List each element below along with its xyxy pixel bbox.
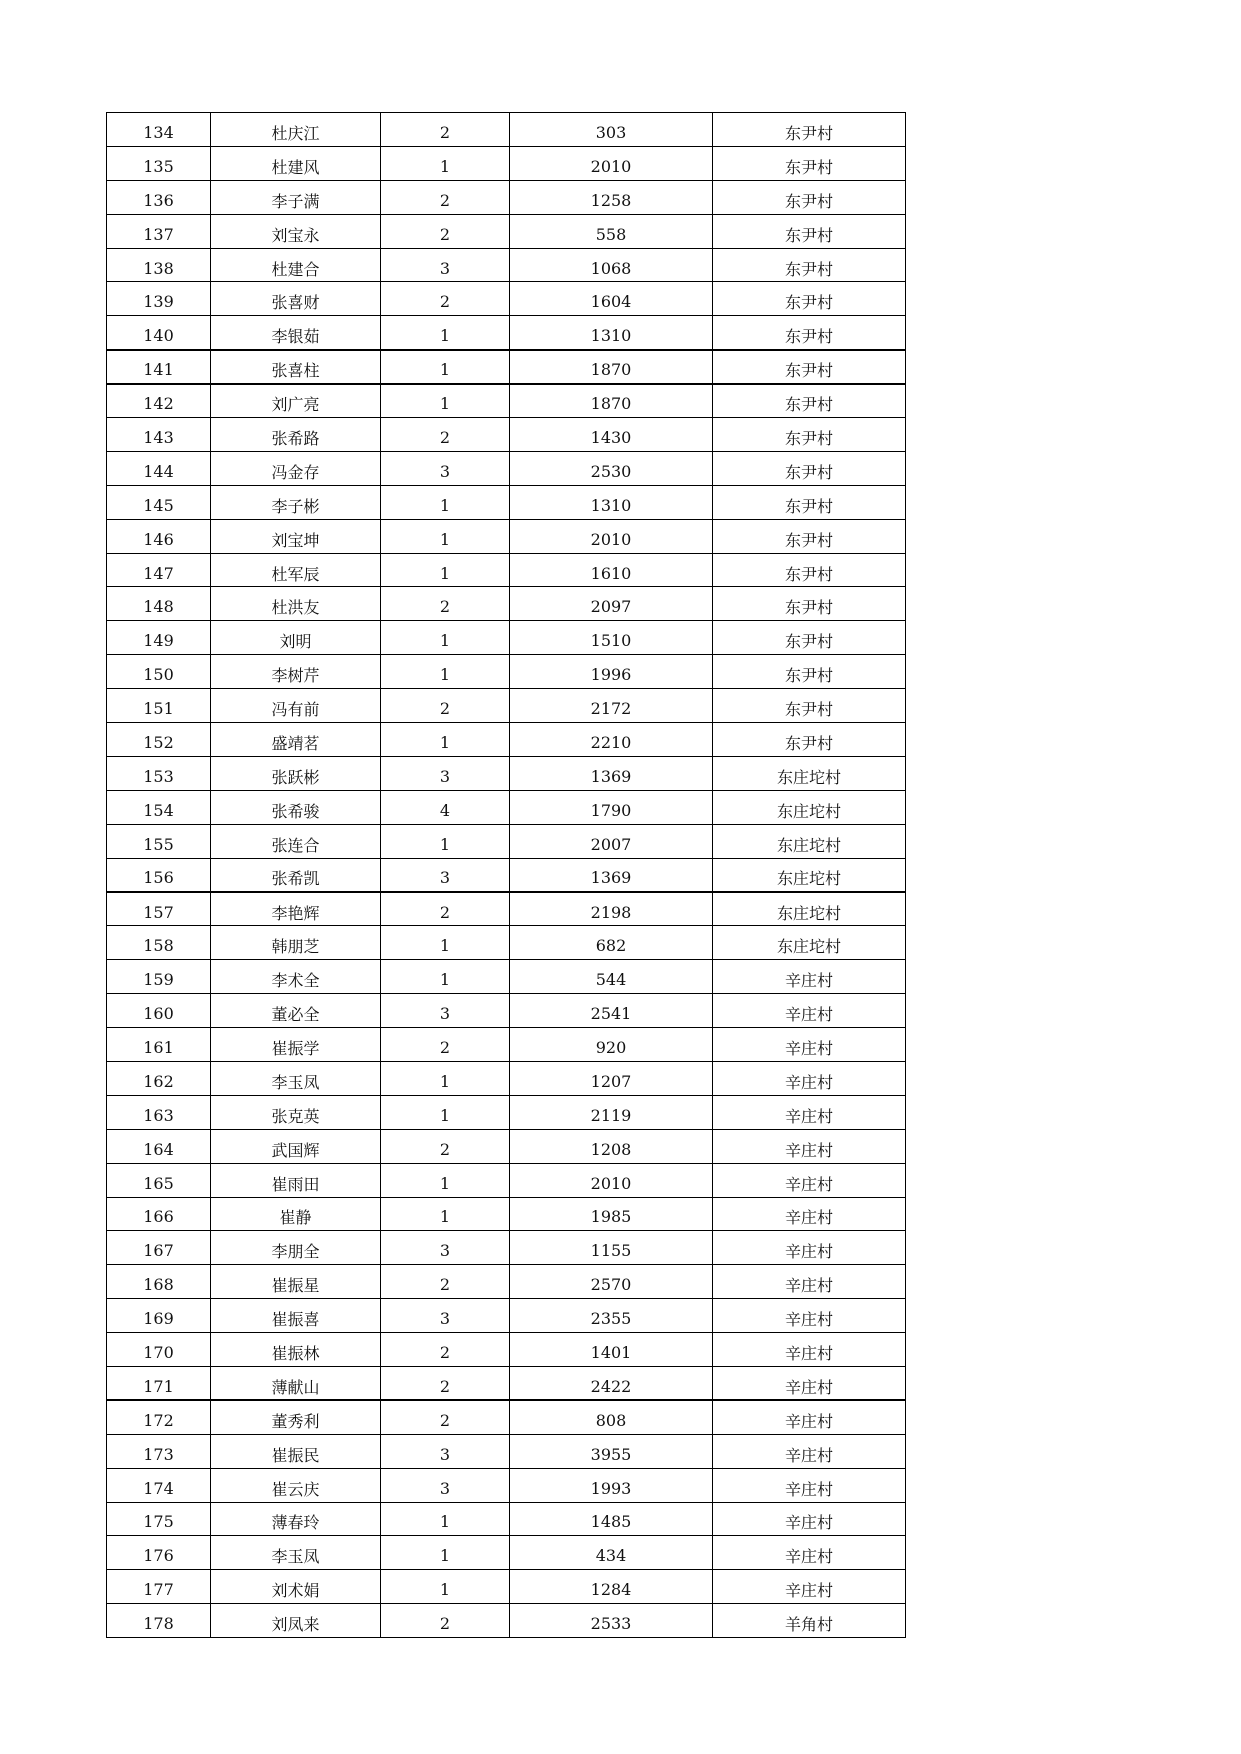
- village-cell: 辛庄村: [713, 1434, 906, 1468]
- village-cell: 辛庄村: [713, 1231, 906, 1265]
- table-row: [107, 960, 906, 994]
- table-row: [107, 1028, 906, 1062]
- village-cell: 辛庄村: [713, 1163, 906, 1197]
- row-number-cell: 146: [107, 519, 211, 553]
- row-number-cell: 155: [107, 824, 211, 858]
- village-cell: 东尹村: [713, 180, 906, 214]
- row-number-cell: 168: [107, 1265, 211, 1299]
- count-cell: 1: [381, 1502, 510, 1536]
- count-cell: 1: [381, 146, 510, 180]
- row-number-cell: 166: [107, 1197, 211, 1231]
- table-row: [107, 1536, 906, 1570]
- name-cell: 李玉凤: [211, 1536, 381, 1570]
- row-number-cell: 165: [107, 1163, 211, 1197]
- village-cell: 东尹村: [713, 689, 906, 723]
- name-cell: 刘明: [211, 621, 381, 655]
- table-row: [107, 384, 906, 418]
- count-cell: 3: [381, 1231, 510, 1265]
- count-cell: 3: [381, 451, 510, 485]
- row-number-cell: 154: [107, 790, 211, 824]
- amount-cell: 1207: [510, 1061, 713, 1095]
- table-row: [107, 1400, 906, 1434]
- name-cell: 崔振学: [211, 1028, 381, 1062]
- village-cell: 东尹村: [713, 451, 906, 485]
- row-number-cell: 174: [107, 1468, 211, 1502]
- amount-cell: 1310: [510, 316, 713, 350]
- village-cell: 辛庄村: [713, 1502, 906, 1536]
- name-cell: 李玉凤: [211, 1061, 381, 1095]
- amount-cell: 303: [510, 113, 713, 147]
- village-cell: 辛庄村: [713, 1536, 906, 1570]
- amount-cell: 1993: [510, 1468, 713, 1502]
- village-cell: 东尹村: [713, 214, 906, 248]
- village-cell: 东庄坨村: [713, 824, 906, 858]
- village-cell: 东尹村: [713, 485, 906, 519]
- count-cell: 1: [381, 519, 510, 553]
- village-cell: 东庄坨村: [713, 790, 906, 824]
- row-number-cell: 135: [107, 146, 211, 180]
- count-cell: 2: [381, 418, 510, 452]
- count-cell: 2: [381, 1333, 510, 1367]
- name-cell: 刘术娟: [211, 1570, 381, 1604]
- count-cell: 2: [381, 1604, 510, 1638]
- table-row: [107, 858, 906, 892]
- count-cell: 2: [381, 1400, 510, 1434]
- count-cell: 1: [381, 1061, 510, 1095]
- name-cell: 刘宝坤: [211, 519, 381, 553]
- amount-cell: 2010: [510, 146, 713, 180]
- table-row: [107, 994, 906, 1028]
- name-cell: 李术全: [211, 960, 381, 994]
- table-row: [107, 418, 906, 452]
- village-cell: 东尹村: [713, 146, 906, 180]
- row-number-cell: 147: [107, 553, 211, 587]
- village-cell: 东尹村: [713, 621, 906, 655]
- village-cell: 辛庄村: [713, 1468, 906, 1502]
- name-cell: 杜建风: [211, 146, 381, 180]
- row-number-cell: 138: [107, 248, 211, 282]
- count-cell: 3: [381, 1468, 510, 1502]
- table-row: [107, 1366, 906, 1400]
- name-cell: 崔云庆: [211, 1468, 381, 1502]
- village-cell: 辛庄村: [713, 1197, 906, 1231]
- village-cell: 辛庄村: [713, 1061, 906, 1095]
- count-cell: 2: [381, 1028, 510, 1062]
- row-number-cell: 161: [107, 1028, 211, 1062]
- row-number-cell: 157: [107, 892, 211, 926]
- count-cell: 2: [381, 587, 510, 621]
- count-cell: 3: [381, 248, 510, 282]
- row-number-cell: 143: [107, 418, 211, 452]
- row-number-cell: 171: [107, 1366, 211, 1400]
- village-cell: 辛庄村: [713, 1366, 906, 1400]
- village-cell: 东庄坨村: [713, 756, 906, 790]
- table-row: [107, 1604, 906, 1638]
- name-cell: 盛靖茗: [211, 723, 381, 757]
- row-number-cell: 153: [107, 756, 211, 790]
- amount-cell: 1258: [510, 180, 713, 214]
- village-cell: 辛庄村: [713, 1129, 906, 1163]
- amount-cell: 1369: [510, 756, 713, 790]
- row-number-cell: 160: [107, 994, 211, 1028]
- name-cell: 李银茹: [211, 316, 381, 350]
- row-number-cell: 152: [107, 723, 211, 757]
- count-cell: 2: [381, 1129, 510, 1163]
- amount-cell: 1485: [510, 1502, 713, 1536]
- table-row: [107, 824, 906, 858]
- row-number-cell: 145: [107, 485, 211, 519]
- name-cell: 董秀利: [211, 1400, 381, 1434]
- row-number-cell: 167: [107, 1231, 211, 1265]
- name-cell: 崔雨田: [211, 1163, 381, 1197]
- village-cell: 辛庄村: [713, 1299, 906, 1333]
- row-number-cell: 169: [107, 1299, 211, 1333]
- village-cell: 东尹村: [713, 248, 906, 282]
- row-number-cell: 156: [107, 858, 211, 892]
- row-number-cell: 139: [107, 282, 211, 316]
- amount-cell: 2570: [510, 1265, 713, 1299]
- amount-cell: 1068: [510, 248, 713, 282]
- amount-cell: 2530: [510, 451, 713, 485]
- count-cell: 1: [381, 1570, 510, 1604]
- village-cell: 东尹村: [713, 316, 906, 350]
- count-cell: 2: [381, 180, 510, 214]
- village-cell: 东尹村: [713, 384, 906, 418]
- village-cell: 辛庄村: [713, 1333, 906, 1367]
- village-cell: 东尹村: [713, 553, 906, 587]
- count-cell: 1: [381, 1163, 510, 1197]
- row-number-cell: 148: [107, 587, 211, 621]
- village-cell: 东尹村: [713, 655, 906, 689]
- table-row: [107, 1570, 906, 1604]
- table-row: [107, 1231, 906, 1265]
- row-number-cell: 134: [107, 113, 211, 147]
- row-number-cell: 173: [107, 1434, 211, 1468]
- amount-cell: 1985: [510, 1197, 713, 1231]
- amount-cell: 434: [510, 1536, 713, 1570]
- table-row: [107, 723, 906, 757]
- name-cell: 崔振星: [211, 1265, 381, 1299]
- count-cell: 3: [381, 756, 510, 790]
- table-row: [107, 350, 906, 384]
- name-cell: 杜建合: [211, 248, 381, 282]
- table-row: [107, 621, 906, 655]
- name-cell: 董必全: [211, 994, 381, 1028]
- name-cell: 李子满: [211, 180, 381, 214]
- count-cell: 2: [381, 1366, 510, 1400]
- table-row: [107, 553, 906, 587]
- name-cell: 张喜柱: [211, 350, 381, 384]
- village-cell: 辛庄村: [713, 1095, 906, 1129]
- name-cell: 武国辉: [211, 1129, 381, 1163]
- name-cell: 刘宝永: [211, 214, 381, 248]
- village-cell: 东尹村: [713, 587, 906, 621]
- village-cell: 辛庄村: [713, 1400, 906, 1434]
- table-row: [107, 1129, 906, 1163]
- table-row: [107, 1299, 906, 1333]
- name-cell: 张克英: [211, 1095, 381, 1129]
- table-row: [107, 282, 906, 316]
- amount-cell: 2422: [510, 1366, 713, 1400]
- row-number-cell: 141: [107, 350, 211, 384]
- row-number-cell: 137: [107, 214, 211, 248]
- row-number-cell: 170: [107, 1333, 211, 1367]
- table-row: [107, 655, 906, 689]
- table-row: [107, 1197, 906, 1231]
- village-cell: 辛庄村: [713, 1028, 906, 1062]
- village-cell: 辛庄村: [713, 994, 906, 1028]
- village-cell: 东尹村: [713, 113, 906, 147]
- amount-cell: 1369: [510, 858, 713, 892]
- amount-cell: 2541: [510, 994, 713, 1028]
- amount-cell: 2172: [510, 689, 713, 723]
- row-number-cell: 178: [107, 1604, 211, 1638]
- amount-cell: 544: [510, 960, 713, 994]
- village-cell: 东尹村: [713, 723, 906, 757]
- village-cell: 辛庄村: [713, 1570, 906, 1604]
- name-cell: 崔静: [211, 1197, 381, 1231]
- name-cell: 李艳辉: [211, 892, 381, 926]
- count-cell: 1: [381, 960, 510, 994]
- amount-cell: 2198: [510, 892, 713, 926]
- data-table: [106, 112, 906, 1638]
- table-row: [107, 1095, 906, 1129]
- count-cell: 1: [381, 553, 510, 587]
- village-cell: 东庄坨村: [713, 892, 906, 926]
- amount-cell: 2097: [510, 587, 713, 621]
- table-row: [107, 1265, 906, 1299]
- amount-cell: 1208: [510, 1129, 713, 1163]
- table-row: [107, 519, 906, 553]
- row-number-cell: 163: [107, 1095, 211, 1129]
- amount-cell: 1790: [510, 790, 713, 824]
- row-number-cell: 175: [107, 1502, 211, 1536]
- count-cell: 2: [381, 689, 510, 723]
- count-cell: 1: [381, 350, 510, 384]
- table-row: [107, 790, 906, 824]
- count-cell: 1: [381, 1536, 510, 1570]
- name-cell: 杜庆江: [211, 113, 381, 147]
- count-cell: 3: [381, 1299, 510, 1333]
- name-cell: 张希凯: [211, 858, 381, 892]
- name-cell: 张喜财: [211, 282, 381, 316]
- name-cell: 张连合: [211, 824, 381, 858]
- count-cell: 1: [381, 723, 510, 757]
- name-cell: 崔振民: [211, 1434, 381, 1468]
- name-cell: 薄春玲: [211, 1502, 381, 1536]
- count-cell: 1: [381, 1197, 510, 1231]
- table-row: [107, 1333, 906, 1367]
- count-cell: 1: [381, 485, 510, 519]
- name-cell: 崔振林: [211, 1333, 381, 1367]
- name-cell: 刘广亮: [211, 384, 381, 418]
- row-number-cell: 172: [107, 1400, 211, 1434]
- village-cell: 东庄坨村: [713, 858, 906, 892]
- name-cell: 张跃彬: [211, 756, 381, 790]
- village-cell: 辛庄村: [713, 1265, 906, 1299]
- count-cell: 2: [381, 1265, 510, 1299]
- count-cell: 2: [381, 214, 510, 248]
- amount-cell: 1510: [510, 621, 713, 655]
- amount-cell: 1604: [510, 282, 713, 316]
- table-row: [107, 1468, 906, 1502]
- table-row: [107, 1434, 906, 1468]
- count-cell: 1: [381, 384, 510, 418]
- table-row: [107, 180, 906, 214]
- amount-cell: 1284: [510, 1570, 713, 1604]
- amount-cell: 2010: [510, 1163, 713, 1197]
- amount-cell: 558: [510, 214, 713, 248]
- count-cell: 3: [381, 858, 510, 892]
- count-cell: 2: [381, 282, 510, 316]
- row-number-cell: 136: [107, 180, 211, 214]
- row-number-cell: 150: [107, 655, 211, 689]
- amount-cell: 3955: [510, 1434, 713, 1468]
- count-cell: 1: [381, 316, 510, 350]
- name-cell: 薄献山: [211, 1366, 381, 1400]
- amount-cell: 1870: [510, 384, 713, 418]
- table-row: [107, 756, 906, 790]
- name-cell: 冯有前: [211, 689, 381, 723]
- row-number-cell: 159: [107, 960, 211, 994]
- amount-cell: 682: [510, 926, 713, 960]
- row-number-cell: 142: [107, 384, 211, 418]
- amount-cell: 1996: [510, 655, 713, 689]
- table-row: [107, 1163, 906, 1197]
- village-cell: 东尹村: [713, 350, 906, 384]
- amount-cell: 1610: [510, 553, 713, 587]
- table-row: [107, 1061, 906, 1095]
- row-number-cell: 176: [107, 1536, 211, 1570]
- village-cell: 东尹村: [713, 282, 906, 316]
- row-number-cell: 177: [107, 1570, 211, 1604]
- amount-cell: 1430: [510, 418, 713, 452]
- amount-cell: 808: [510, 1400, 713, 1434]
- row-number-cell: 162: [107, 1061, 211, 1095]
- table-row: [107, 926, 906, 960]
- name-cell: 韩朋芝: [211, 926, 381, 960]
- amount-cell: 1870: [510, 350, 713, 384]
- name-cell: 张希骏: [211, 790, 381, 824]
- table-row: [107, 587, 906, 621]
- row-number-cell: 144: [107, 451, 211, 485]
- table-body: [107, 113, 906, 1638]
- table-row: [107, 214, 906, 248]
- village-cell: 羊角村: [713, 1604, 906, 1638]
- count-cell: 1: [381, 926, 510, 960]
- row-number-cell: 149: [107, 621, 211, 655]
- count-cell: 3: [381, 1434, 510, 1468]
- count-cell: 2: [381, 113, 510, 147]
- table-row: [107, 892, 906, 926]
- amount-cell: 2533: [510, 1604, 713, 1638]
- amount-cell: 2010: [510, 519, 713, 553]
- amount-cell: 1155: [510, 1231, 713, 1265]
- name-cell: 崔振喜: [211, 1299, 381, 1333]
- name-cell: 冯金存: [211, 451, 381, 485]
- table-row: [107, 146, 906, 180]
- row-number-cell: 158: [107, 926, 211, 960]
- village-cell: 东尹村: [713, 519, 906, 553]
- amount-cell: 2355: [510, 1299, 713, 1333]
- village-cell: 东尹村: [713, 418, 906, 452]
- amount-cell: 2210: [510, 723, 713, 757]
- count-cell: 1: [381, 824, 510, 858]
- table-row: [107, 316, 906, 350]
- village-cell: 辛庄村: [713, 960, 906, 994]
- name-cell: 李朋全: [211, 1231, 381, 1265]
- count-cell: 3: [381, 994, 510, 1028]
- table-row: [107, 248, 906, 282]
- table-row: [107, 1502, 906, 1536]
- table-row: [107, 689, 906, 723]
- name-cell: 杜洪友: [211, 587, 381, 621]
- count-cell: 2: [381, 892, 510, 926]
- table-row: [107, 485, 906, 519]
- count-cell: 1: [381, 655, 510, 689]
- name-cell: 李子彬: [211, 485, 381, 519]
- row-number-cell: 151: [107, 689, 211, 723]
- name-cell: 刘凤来: [211, 1604, 381, 1638]
- row-number-cell: 164: [107, 1129, 211, 1163]
- count-cell: 1: [381, 1095, 510, 1129]
- name-cell: 张希路: [211, 418, 381, 452]
- row-number-cell: 140: [107, 316, 211, 350]
- count-cell: 4: [381, 790, 510, 824]
- village-cell: 东庄坨村: [713, 926, 906, 960]
- amount-cell: 2119: [510, 1095, 713, 1129]
- amount-cell: 920: [510, 1028, 713, 1062]
- count-cell: 1: [381, 621, 510, 655]
- name-cell: 李树芹: [211, 655, 381, 689]
- amount-cell: 1401: [510, 1333, 713, 1367]
- amount-cell: 1310: [510, 485, 713, 519]
- amount-cell: 2007: [510, 824, 713, 858]
- table-row: [107, 451, 906, 485]
- table-row: [107, 113, 906, 147]
- name-cell: 杜军辰: [211, 553, 381, 587]
